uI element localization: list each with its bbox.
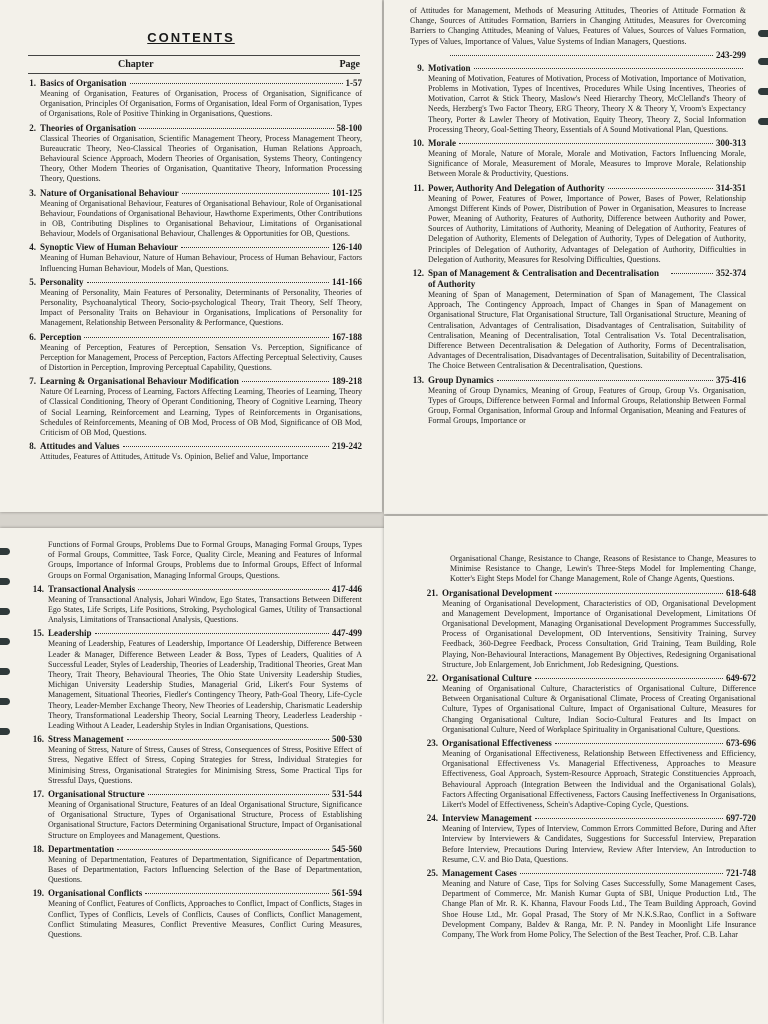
page-range: 189-218: [332, 376, 362, 387]
toc-entry[interactable]: [410, 183, 746, 265]
chapter-title: Attitudes and Values: [40, 441, 120, 452]
page-range: 352-374: [716, 268, 746, 279]
chapter-title: Organisational Culture: [442, 673, 532, 684]
chapter-topics: Meaning of Organisational Culture, Characteristics of Organisational Culture, Difference Between Organisational Culture & Organisational Climate, Process of Creating Organisational Culture, Types of Organisational Culture, Impact of Organisational Culture, Measures for Changing Organisational Culture, Indian Socio-Cultural Features and Its Impact on Organisational Culture, Need of Workplace Spirituality in Organisational Culture, Questions.: [442, 684, 756, 734]
chapter-number: 19.: [32, 888, 44, 899]
page-range: 1-57: [345, 78, 362, 88]
continued-topics: Organisational Change, Resistance to Change, Reasons of Resistance to Change, Measures to Minimise Resistance to Change, Lewin's Three-Steps Model for Implementing Change, Kotter's Eight Steps Model for Change Management, Role of Change Agents, Questions.: [450, 554, 756, 584]
toc-entry[interactable]: [410, 138, 746, 180]
page-bottom-right: [384, 516, 768, 1024]
chapter-number: 24.: [426, 813, 438, 824]
chapter-topics: Meaning of Motivation, Features of Motivation, Process of Motivation, Importance of Motivation, Problems in Motivation, Types of Incentives, Procedures While Using Incentives, Theories of Motivation, Carrot & Stick Theory, Maslow's Need Hierarchy Theory, McClelland's Theory of Needs, Herzberg's Two Factor Theory, ERG Theory, Theory X & Theory Y, Vroom's Expectancy Theory, Porter & Lawler Theory of Motivation, Equity Theory, Theory Z, Social Information Processing Theory, Goal-Setting Theory, Essentials of A Sound Motivational Plan, Questions.: [428, 73, 746, 134]
chapter-topics: Meaning and Nature of Case, Tips for Solving Cases Successfully, Some Management Cases, Department of Commerce, Mr. Manish Kumar Gupta of SBI, Unique Production Ltd., The Change Plan of Mr. R. K. Khanna, Flavour Foods Ltd., The Team Building Approach, Govind Shoe House Ltd., Mr. Gopal Prasad, The Story of Mr N.K.S.Rao, Conflict in a Software Development Company, Baldev & Ranga, Mr. P. N. Pandey in Moonlight Life Insurance Company, The Work from Home Policy, The Selection of the Best Teacher, Prof. C.B. Lahar: [442, 879, 756, 940]
chapter-topics: Meaning of Human Behaviour, Nature of Human Behaviour, Process of Human Behaviour, Factors Influencing Human Behaviour, Models of Man, Questions.: [40, 253, 362, 273]
page-range: 300-313: [716, 138, 746, 149]
chapter-title: Organisational Structure: [48, 789, 145, 800]
chapter-topics: Meaning of Transactional Analysis, Johari Window, Ego States, Transactions Between Different Ego States, Life Scripts, Life Positions, Stroking, Psychological Games, Utility of Transactional Analysis, Limitations of Transactional Analysis, Questions.: [48, 594, 362, 625]
page-range: 101-125: [332, 187, 362, 198]
chapter-title: Group Dynamics: [428, 374, 494, 385]
chapter-number: 7.: [29, 376, 36, 387]
binding-ring: [0, 578, 10, 585]
page-range: 500-530: [332, 734, 362, 745]
chapter-number: 11.: [413, 182, 424, 193]
chapter-topics: Classical Theories of Organisation, Scientific Management Theory, Process Management Theory, Bureaucratic Theory, Neo-Classical Theories of Organisation, Human Relations Approach, Behavioural Science Approach, Modern Theories of Organisation, Systems Theory, Contingency Theory, Other Modern Theories of Organisation, Quantitative Theory, Information Processing Theory, Questions.: [40, 133, 362, 184]
toc-entry[interactable]: [30, 584, 362, 626]
page-range: 141-166: [332, 276, 362, 287]
chapter-title: Theories of Organisation: [40, 122, 136, 133]
chapter-number: 4.: [29, 242, 36, 253]
page-range: 697-720: [726, 813, 756, 824]
toc-entry[interactable]: [30, 734, 362, 786]
chapter-number: 3.: [29, 187, 36, 198]
page-range: 375-416: [716, 374, 746, 385]
page-range: 126-140: [332, 242, 362, 253]
chapter-number: 2.: [29, 122, 36, 133]
page-range: 531-544: [332, 789, 362, 800]
binding-ring: [0, 668, 10, 675]
column-chapter-label: Chapter: [118, 59, 154, 70]
chapter-title: Departmentation: [48, 843, 114, 854]
chapter-topics: Meaning of Stress, Nature of Stress, Causes of Stress, Consequences of Stress, Positive Effect of Stress, Negative Effect of Stress, Coping Strategies for Stress, Individual Strategies for Minimising Stress, Organisational Strategies for Minimising Stress, Some Practical Tips for Stressful Days, Questions.: [48, 745, 362, 785]
toc-entry[interactable]: [30, 844, 362, 886]
page-range: 673-696: [726, 738, 756, 749]
chapter-title: Organisational Development: [442, 587, 553, 598]
chapter-topics: Meaning of Organisational Development, Characteristics of OD, Organisational Development and Management Development, Importance of Organisational Development, Limitations Of Organisational Development, Managing Organisational Development Programmes Successfully, Process of Organisational Development, OD Interventions, Sensitivity Training, Survey Feedback, 360-Degree Feedback, Process Consultation, Grid Training, Team Building, Role Playing, Non-Behavioural Interactions, Management By Objectives, Redesigning Organisational Structure, Job Enlargement, Job Enrichment, Job Redesigning, Questions.: [442, 598, 756, 669]
chapter-title: Perception: [40, 331, 82, 342]
chapter-title: Nature of Organisational Behaviour: [40, 187, 179, 198]
toc-entry[interactable]: [30, 628, 362, 731]
chapter-topics: Meaning of Organisational Structure, Features of an Ideal Organisational Structure, Significance of Organisational Structure, Types of Organisational Structure, Process of Establishing Organisational Structure, Factors Determining Organisational Structure, Impact of Organisational Structure on Employees and Management, Questions.: [48, 800, 362, 840]
chapter-title: Synoptic View of Human Behaviour: [40, 242, 179, 253]
toc-entry[interactable]: [424, 813, 756, 865]
page-range: 417-446: [332, 583, 362, 594]
chapter-topics: Attitudes, Features of Attitudes, Attitude Vs. Opinion, Belief and Value, Importance: [40, 452, 309, 462]
chapter-number: 17.: [32, 789, 44, 800]
toc-entry[interactable]: [22, 123, 362, 185]
continued-topics: Functions of Formal Groups, Problems Due to Formal Groups, Managing Formal Groups, Types of Formal Groups, Committee, Task Force, Quality Circle, Meaning and Features of Informal Groups, Importance of Informal Groups, Problems due to Informal Groups, Effect of Informal Groups on Formal Organisation, Managing Informal Groups, Questions.: [48, 540, 362, 580]
toc-entry[interactable]: [424, 738, 756, 810]
chapter-number: 21.: [426, 587, 438, 598]
toc-entry[interactable]: [22, 188, 362, 240]
chapter-number: 18.: [32, 843, 44, 854]
binding-ring: [0, 638, 10, 645]
chapter-title: Basics of Organisation: [40, 78, 127, 88]
chapter-topics: Meaning of Power, Features of Power, Importance of Power, Bases of Power, Relationship Amongst Different Kinds of Power, Distribution of Power in Organisation, Measures to Increase Power, Meaning of Authority, Features of Authority, Difference between Authority and Power, Sources of Authority, Limitations of Authority, Meaning of Delegation of Authority, Features of Delegation of Authority, Elements of Delegation of Authority, Types of Delegation of Authority, Principles of Delegation of Authority, Advantages of Delegation of Authority, Difficulties in Delegation of Authority, Measures for Resolving Difficulties, Questions.: [428, 193, 746, 264]
chapter-number: 10.: [412, 138, 424, 149]
toc-entry[interactable]: [410, 375, 746, 427]
chapter-title: Personality: [40, 276, 84, 287]
chapter-number: 5.: [29, 276, 36, 287]
column-header: [28, 55, 360, 74]
chapter-topics: Meaning of Conflict, Features of Conflicts, Approaches to Conflict, Impact of Conflicts, Stages in Conflict, Types of Conflicts, Levels of Conflicts, Causes of Conflicts, Conflict Management, Conflict Stimulating Measures, Conflict Preventive Measures, Conflict Curing Measures, Questions.: [48, 899, 362, 940]
page-range: 58-100: [336, 122, 362, 133]
chapter-topics: Meaning of Organisation, Features of Organisation, Process of Organisation, Significance of Organisation, Principles Of Organisation, Forms of Organisation, Ideal Form of Organisation, Types of Organisations, Role of Positive Thinking in Organisations, Questions.: [40, 89, 362, 119]
chapter-title: Transactional Analysis: [48, 583, 136, 594]
binding-ring: [0, 608, 10, 615]
page-range: 721-748: [726, 868, 756, 879]
binding-ring: [758, 118, 768, 125]
chapter-topics: Meaning of Morale, Nature of Morale, Morale and Motivation, Factors Influencing Morale, Significance of Morale, Measurement of Morale, Measures to Improve Morale, Relationship Between Morale & Productivity, Questions.: [428, 149, 746, 179]
binding-ring: [758, 58, 768, 65]
toc-entry[interactable]: [410, 63, 746, 135]
column-page-label: Page: [339, 59, 360, 70]
chapter-number: 13.: [412, 374, 424, 385]
page-range: 447-499: [332, 628, 362, 639]
chapter-number: 9.: [417, 62, 424, 73]
chapter-topics: Meaning of Organisational Effectiveness, Relationship Between Effectiveness and Efficiency, Organisational Effectiveness Vs. Managerial Effectiveness, Approaches to Measure Effectiveness, Goal Approach, System-Resource Approach, Strategic Constituencies Approach, Behavioural Approach (Integration Between the Individual and the Organisational Golals), Factors Affecting Organisational Effectiveness, Factors Causing Ineffectiveness In Organisations, Likert's Model of Effectiveness, Schein's Adaptive-Coping Cycle, Questions.: [442, 749, 756, 810]
toc-entry[interactable]: [424, 588, 756, 670]
toc-entry[interactable]: [30, 888, 362, 940]
chapter-topics: Meaning of Interview, Types of Interview, Common Errors Committed Before, During and After Interview by Interviewers & Candidates, Suggestions for Successful Interview, Preparation Before Interview, Precautions During Interview, Review After Interview, An Introduction to Resume, C.V. and Bio Data, Questions.: [442, 824, 756, 864]
chapter-title: Span of Management & Centralisation and Decentralisation of Authority: [428, 268, 659, 290]
chapter-topics: Nature Of Learning, Process of Learning, Factors Affecting Learning, Theories of Learning, Theory of Classical Conditioning, Theory of Operant Conditioning, Theory of Cognitive Learning, Theory of Social Learning, Reinforcement and Learning, Types of Reinforcements in Organisations, Schedules of Reinforcements, Meaning of OB Mod, Process of OB Mod, Significance of OB Mod, Criticism of OB Mod, Questions.: [40, 387, 362, 438]
toc-entry[interactable]: [22, 332, 362, 374]
continued-topics: of Attitudes for Management, Methods of Measuring Attitudes, Theories of Attitude Formation & Change, Sources of Attitudes Formation, Barriers in Changing Attitudes, Measures for Overcoming Barriers to Changing Attitudes, Meaning of Values, Features of Values, Sources of Values Formation, Types of Values, Importance of Values, Value Systems of Indian Managers, Questions.: [410, 6, 746, 46]
chapter-topics: Meaning of Departmentation, Features of Departmentation, Significance of Departmentation, Bases of Departmentation, Factors Influencing Selection of the Base of Departmentation, Questions.: [48, 854, 362, 885]
toc-entry[interactable]: [410, 268, 746, 372]
page-range: 649-672: [726, 673, 756, 684]
chapter-topics: Meaning of Span of Management, Determination of Span of Management, The Classical Approach, The Contingency Approach, Impact of Changes in Span of Management on Organisational Structure, Flat Organisational Structure, Tall Organisational Structure, Meaning of Centralisation, Advantages of Centralisation, Disadvantages of Centralisation, Suitability of Centralisation, Meaning of Decentralisation, Total Centralisation Vs. Total Decentralisation, Difference Between Decentralisation & Delegation of Authority, Forms of Decentralisation, Advantages of Decentralisation, Disadvantages of Decentralisation, Suitability of Decentralisation, The Choice Between Centralisation & Decentralisation, Questions.: [428, 290, 746, 371]
toc-entry[interactable]: [22, 441, 362, 462]
chapter-topics: Meaning of Perception, Features of Perception, Sensation Vs. Perception, Significance of Perception for Management, Process of Perception, Factors Affecting Perceptual Selectivity, Causes of Distortion in Perception, Improving Perceptual Capability, Questions.: [40, 342, 362, 373]
page-range: 561-594: [332, 888, 362, 899]
chapter-title: Morale: [428, 138, 456, 149]
binding-ring: [0, 548, 10, 555]
chapter-title: Organisational Effectiveness: [442, 738, 552, 749]
contents-title: CONTENTS: [147, 30, 235, 45]
chapter-number: 23.: [426, 738, 438, 749]
toc-entries-page4: [384, 516, 768, 940]
toc-entry[interactable]: [424, 868, 756, 940]
page-range: 618-648: [726, 587, 756, 598]
page-range: 243-299: [716, 49, 746, 60]
toc-entry[interactable]: [424, 673, 756, 735]
toc-entry[interactable]: [22, 376, 362, 438]
chapter-title: Management Cases: [442, 868, 517, 879]
toc-entries-page3: [0, 528, 384, 940]
toc-entry[interactable]: [30, 789, 362, 841]
chapter-title: Leadership: [48, 628, 92, 639]
chapter-number: 6.: [29, 331, 36, 342]
page-top-left: [0, 0, 382, 512]
chapter-number: 14.: [32, 583, 44, 594]
chapter-topics: Meaning of Personality, Main Features of Personality, Determinants of Personality, Theories of Personality, Psychoanalytical Theory, Socio-psychological Theory, Trait Theory, Self Theory, Impact of Personality Traits on Behaviour in Organisations, Implications of Personality for Management, Relationship Between Personality & Performance, Questions.: [40, 287, 362, 328]
chapter-number: 22.: [426, 673, 438, 684]
page-range: 219-242: [332, 441, 362, 452]
page-bottom-left: [0, 528, 384, 1024]
binding-ring: [758, 88, 768, 95]
chapter-number: 8.: [29, 441, 36, 452]
toc-entries-page2: [384, 0, 768, 427]
toc-entry[interactable]: [22, 242, 362, 273]
page-range: 545-560: [332, 843, 362, 854]
binding-ring: [758, 30, 768, 37]
chapter-title: Stress Management: [48, 734, 124, 745]
toc-entries-page1: [0, 78, 382, 462]
chapter-title: Motivation: [428, 62, 471, 73]
chapter-title: Interview Management: [442, 813, 532, 824]
toc-entry[interactable]: [22, 277, 362, 329]
chapter-title: Organisational Conflicts: [48, 888, 143, 899]
page-top-right: [384, 0, 768, 514]
toc-entry[interactable]: [22, 78, 362, 120]
chapter-topics: Meaning of Leadership, Features of Leadership, Importance Of Leadership, Difference Between Leader & Manager, Difference Between Leader & Boss, Types of Leaders, Qualities of A Successful Leader, Styles of Leadership, Theories of Leadership, Traditional Theories, Great Man Theory, Trait Theory, Behavioural Theories, The Ohio State University Leadership Studies, Michigan University Leadership Studies, Managerial Grid, Likert's Four Systems of Management, Situational Theories, Fiedler's Contingency Theory, Path-Goal Theory, Life-Cycle Theory, Leader-Member Exchange Theory, New Theories of Leadership, Charismatic Leadership Theory, Transformational Leadership Theory, Social Learning Theory, Leaderless Leadership - Leading Without A Leader, Leadership Styles in Indian Organisations, Questions.: [48, 639, 362, 731]
chapter-topics: Meaning of Organisational Behaviour, Features of Organisational Behaviour, Role of Organisational Behaviour, Foundations of Organisational Behaviour, Hawthorne Experiments, Other Contributions in OB, Contributing Displines to Organisational Behaviour, Limitations of Organisational Behaviour, Models of Organisational Behaviour, Challenges & Opportunities for OB, Questions.: [40, 198, 362, 239]
chapter-number: 15.: [32, 628, 44, 639]
chapter-title: Learning & Organisational Behaviour Modification: [40, 376, 239, 387]
chapter-number: 25.: [426, 868, 438, 879]
page-range: 167-188: [332, 331, 362, 342]
binding-ring: [0, 728, 10, 735]
chapter-title: Power, Authority And Delegation of Authority: [428, 182, 605, 193]
chapter-number: 12.: [412, 268, 424, 279]
page-range: 314-351: [716, 182, 746, 193]
chapter-topics: Meaning of Group Dynamics, Meaning of Group, Features of Group, Group Vs. Organisation, Types of Groups, Difference between Formal and Informal Groups, Relationship Between Formal Group, Formal Organisation, Informal Group and Informal Organisation, Meaning and Features of Formal Groups, Importance or: [428, 385, 746, 426]
chapter-number: 16.: [32, 734, 44, 745]
chapter-number: 1.: [29, 78, 36, 88]
binding-ring: [0, 698, 10, 705]
